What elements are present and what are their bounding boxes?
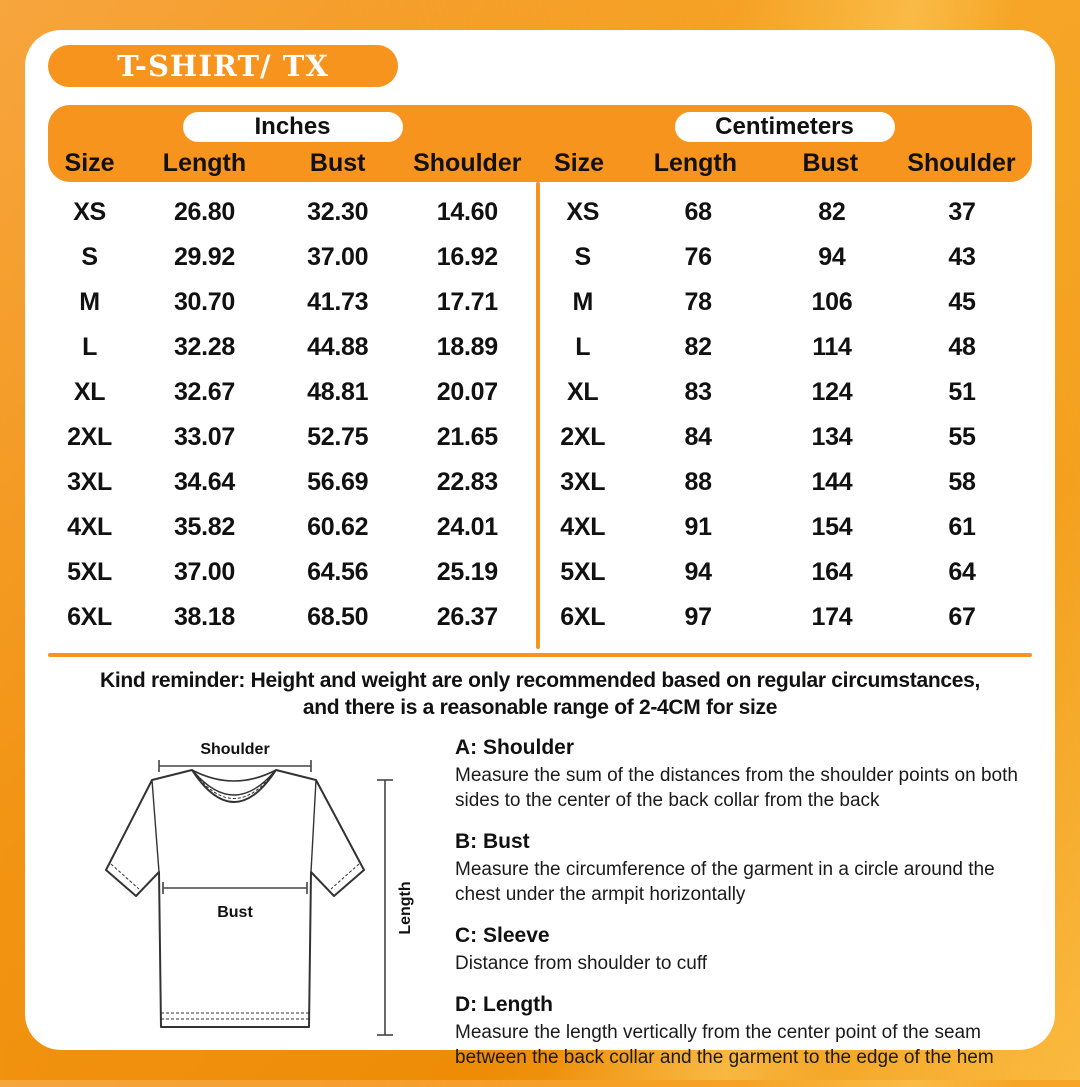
table-row [541, 415, 1032, 460]
value-cell: 88 [684, 468, 712, 496]
table-row [541, 325, 1032, 370]
value-cell: 144 [811, 468, 853, 496]
value-cell: 164 [811, 558, 853, 586]
value-cell: 38.18 [173, 603, 235, 631]
guide-sleeve-body: Distance from shoulder to cuff [455, 953, 708, 974]
table-row [48, 415, 537, 460]
size-chart-card [25, 30, 1055, 1068]
guide-length-body: Measure the length vertically from the center point of the seam between the back collar and the garment to the edge of the hem [455, 1022, 994, 1068]
table-row [48, 190, 537, 235]
table-header-band [48, 105, 1032, 182]
value-cell: 82 [684, 333, 712, 361]
table-row [541, 370, 1032, 415]
tshirt-measurement-diagram [77, 730, 462, 1050]
size-cell: 3XL [67, 468, 113, 496]
size-cell: M [572, 288, 593, 316]
size-cell: S [574, 243, 591, 271]
value-cell: 68.50 [307, 603, 369, 631]
value-cell: 61 [948, 513, 976, 541]
value-cell: 83 [684, 378, 712, 406]
value-cell: 29.92 [173, 243, 235, 271]
value-cell: 30.70 [173, 288, 235, 316]
table-row [48, 550, 537, 595]
value-cell: 32.67 [173, 378, 235, 406]
value-cell: 67 [948, 603, 976, 631]
column-header-shoulder: Shoulder [907, 149, 1016, 177]
guide-shoulder [455, 736, 1035, 813]
measurement-guide [455, 736, 1035, 1087]
value-cell: 124 [811, 378, 853, 406]
size-cell: M [79, 288, 100, 316]
table-row [48, 460, 537, 505]
table-row [48, 370, 537, 415]
table-row [541, 235, 1032, 280]
value-cell: 78 [684, 288, 712, 316]
guide-sleeve [455, 924, 1035, 976]
value-cell: 97 [684, 603, 712, 631]
value-cell: 91 [684, 513, 712, 541]
guide-length [455, 993, 1035, 1070]
table-row [541, 190, 1032, 235]
guide-sleeve-heading: C: Sleeve [455, 924, 550, 947]
column-header-length: Length [162, 149, 247, 177]
value-cell: 82 [818, 198, 846, 226]
size-cell: XS [566, 198, 600, 226]
reminder-line-1: Kind reminder: Height and weight are only recommended based on regular circumstances, [99, 669, 981, 692]
guide-shoulder-body: Measure the sum of the distances from the shoulder points on both sides to the center of the back collar from the back [455, 765, 1018, 811]
value-cell: 14.60 [436, 198, 498, 226]
inches-header [48, 105, 537, 182]
centimeters-unit-label: Centimeters [715, 113, 854, 140]
length-label: Length [397, 881, 414, 935]
guide-shoulder-heading: A: Shoulder [455, 736, 574, 759]
value-cell: 51 [948, 378, 976, 406]
table-row [48, 595, 537, 640]
value-cell: 37.00 [307, 243, 369, 271]
value-cell: 94 [684, 558, 712, 586]
table-row [48, 505, 537, 550]
inches-unit-label: Inches [254, 113, 331, 140]
size-cell: 4XL [560, 513, 606, 541]
table-row [541, 505, 1032, 550]
value-cell: 26.37 [436, 603, 498, 631]
value-cell: 60.62 [307, 513, 369, 541]
table-row [541, 550, 1032, 595]
value-cell: 43 [948, 243, 976, 271]
inches-table-body [48, 190, 537, 640]
table-row [541, 460, 1032, 505]
value-cell: 17.71 [436, 288, 498, 316]
shoulder-label: Shoulder [200, 741, 270, 758]
value-cell: 174 [811, 603, 853, 631]
value-cell: 64 [948, 558, 976, 586]
value-cell: 37 [948, 198, 976, 226]
value-cell: 16.92 [436, 243, 498, 271]
value-cell: 58 [948, 468, 976, 496]
value-cell: 48 [948, 333, 976, 361]
size-cell: 6XL [67, 603, 113, 631]
value-cell: 33.07 [173, 423, 235, 451]
value-cell: 18.89 [436, 333, 498, 361]
size-cell: 5XL [560, 558, 606, 586]
tshirt-outline [106, 770, 364, 1027]
value-cell: 32.28 [173, 333, 235, 361]
size-cell: S [81, 243, 98, 271]
column-header-size: Size [554, 149, 605, 177]
title-pill [48, 45, 398, 87]
value-cell: 22.83 [436, 468, 498, 496]
value-cell: 37.00 [173, 558, 235, 586]
table-row [48, 235, 537, 280]
guide-bust [455, 830, 1035, 907]
table-row [541, 280, 1032, 325]
bust-label: Bust [217, 904, 253, 921]
size-cell: XL [73, 378, 106, 406]
value-cell: 25.19 [436, 558, 498, 586]
column-header-size: Size [64, 149, 115, 177]
centimeters-table-body [541, 190, 1032, 640]
value-cell: 68 [684, 198, 712, 226]
value-cell: 48.81 [307, 378, 369, 406]
vertical-divider [536, 182, 540, 649]
value-cell: 45 [948, 288, 976, 316]
column-header-length: Length [653, 149, 738, 177]
table-row [48, 325, 537, 370]
right-sleeve-seam [311, 780, 316, 872]
size-cell: 4XL [67, 513, 113, 541]
value-cell: 55 [948, 423, 976, 451]
value-cell: 114 [812, 333, 852, 361]
value-cell: 34.64 [173, 468, 235, 496]
value-cell: 52.75 [307, 423, 369, 451]
size-cell: L [575, 333, 591, 361]
guide-bust-body: Measure the circumference of the garment in a circle around the chest under the armpit horizontally [455, 859, 995, 905]
centimeters-unit-pill [675, 112, 895, 142]
value-cell: 32.30 [307, 198, 369, 226]
kind-reminder [25, 667, 1055, 721]
value-cell: 56.69 [307, 468, 369, 496]
value-cell: 24.01 [436, 513, 498, 541]
page-title: T-SHIRT/ TX [117, 49, 329, 83]
horizontal-divider [48, 653, 1032, 657]
size-cell: 2XL [560, 423, 606, 451]
value-cell: 94 [818, 243, 846, 271]
inches-column-headers [48, 149, 537, 178]
value-cell: 64.56 [307, 558, 369, 586]
size-cell: 5XL [67, 558, 113, 586]
column-header-bust: Bust [802, 149, 859, 177]
value-cell: 106 [811, 288, 853, 316]
value-cell: 44.88 [307, 333, 369, 361]
size-cell: XS [73, 198, 106, 226]
value-cell: 26.80 [173, 198, 235, 226]
collar-back-line [192, 770, 276, 781]
value-cell: 41.73 [307, 288, 369, 316]
reminder-line-2: and there is a reasonable range of 2-4CM for size [302, 696, 778, 719]
column-header-bust: Bust [309, 149, 366, 177]
size-cell: 6XL [560, 603, 606, 631]
size-cell: 2XL [67, 423, 113, 451]
tshirt-diagram-svg [77, 730, 462, 1045]
guide-length-heading: D: Length [455, 993, 553, 1016]
value-cell: 35.82 [173, 513, 235, 541]
guide-bust-heading: B: Bust [455, 830, 530, 853]
size-cell: 3XL [560, 468, 606, 496]
inches-unit-pill [183, 112, 403, 142]
table-row [48, 280, 537, 325]
value-cell: 20.07 [436, 378, 498, 406]
size-cell: XL [567, 378, 599, 406]
value-cell: 134 [811, 423, 853, 451]
left-sleeve-seam [152, 780, 159, 872]
column-header-shoulder: Shoulder [413, 149, 522, 177]
value-cell: 21.65 [436, 423, 498, 451]
value-cell: 154 [811, 513, 853, 541]
table-row [541, 595, 1032, 640]
value-cell: 84 [684, 423, 712, 451]
centimeters-column-headers [537, 149, 1032, 178]
value-cell: 76 [684, 243, 712, 271]
size-cell: L [82, 333, 98, 361]
centimeters-header [537, 105, 1032, 182]
